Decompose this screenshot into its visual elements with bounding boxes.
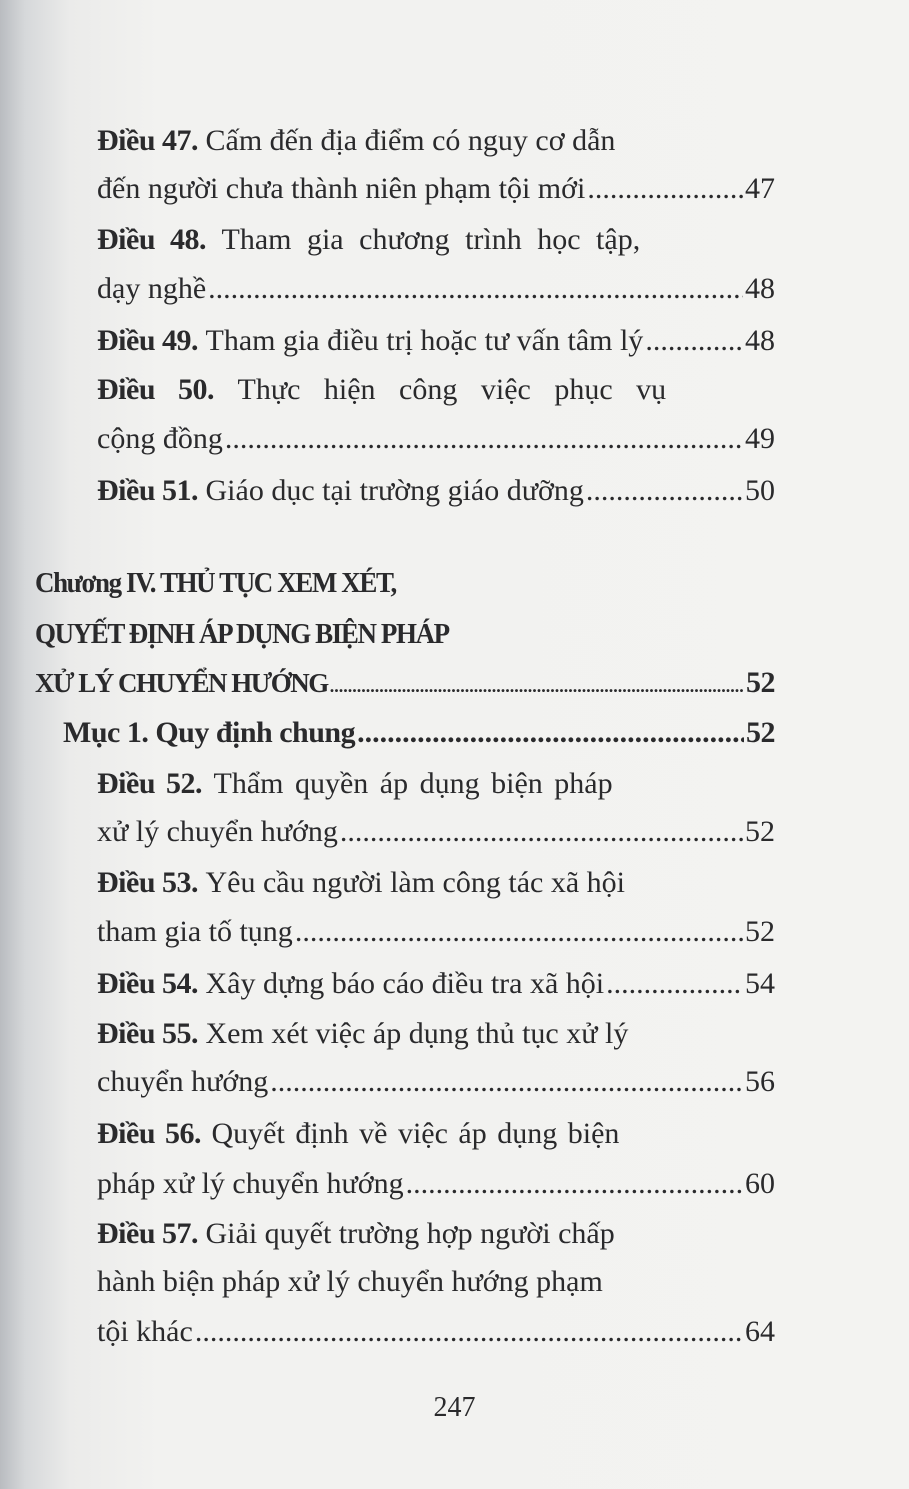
leader-dots <box>587 169 743 209</box>
toc-entry-line <box>97 169 775 209</box>
chapter-title: QUYẾT ĐỊNH ÁP DỤNG BIỆN PHÁP <box>35 618 449 650</box>
entry-title: xử lý chuyển hướng <box>97 815 338 848</box>
entry-title: Thực hiện công việc phục vụ <box>237 373 667 406</box>
leader-dots <box>357 713 744 753</box>
leader-dots <box>586 471 743 511</box>
entry-title: Yêu cầu người làm công tác xã hội <box>205 866 625 899</box>
page-ref: 52 <box>745 915 775 948</box>
toc-entry-line <box>35 614 775 654</box>
page-ref: 48 <box>745 272 775 305</box>
toc-entry-dieu-53 <box>97 863 775 903</box>
leader-dots <box>330 666 744 706</box>
entry-title: Cấm đến địa điểm có nguy cơ dẫn <box>205 124 616 157</box>
entry-label: Điều 54. <box>97 967 198 1000</box>
section-label: Mục 1. <box>63 716 149 749</box>
entry-title: đến người chưa thành niên phạm tội mới <box>97 172 586 205</box>
page-ref: 52 <box>746 666 775 699</box>
toc-entry-line <box>97 1164 775 1204</box>
entry-title: tội khác <box>97 1315 193 1348</box>
toc-entry-line <box>35 663 775 703</box>
toc-section-1 <box>63 713 775 753</box>
entry-title: hành biện pháp xử lý chuyển hướng phạm <box>97 1265 603 1298</box>
page-ref: 50 <box>745 474 775 507</box>
entry-label: Điều 55. <box>97 1017 198 1050</box>
chapter-label: Chương IV. <box>35 567 156 599</box>
page-number: 247 <box>433 1392 476 1423</box>
page-ref: 56 <box>745 1065 775 1098</box>
leader-dots <box>208 269 743 309</box>
toc-entry-dieu-57 <box>97 1214 775 1254</box>
toc-entry-line <box>97 1262 775 1302</box>
chapter-title: THỦ TỤC XEM XÉT, <box>159 567 396 599</box>
entry-title: Quyết định về việc áp dụng biện <box>211 1117 620 1150</box>
toc-entry-dieu-54 <box>97 964 775 1004</box>
entry-label: Điều 56. <box>97 1117 201 1150</box>
leader-dots <box>225 419 743 459</box>
entry-label: Điều 47. <box>97 124 198 157</box>
leader-dots <box>270 1062 743 1102</box>
toc-entry-line <box>97 1062 775 1102</box>
leader-dots <box>340 812 743 852</box>
page-ref: 54 <box>745 967 775 1000</box>
leader-dots <box>295 912 743 952</box>
toc-entry-dieu-56 <box>97 1114 775 1154</box>
entry-label: Điều 53. <box>97 866 198 899</box>
page-ref: 47 <box>745 172 775 205</box>
entry-title: pháp xử lý chuyển hướng <box>97 1167 404 1200</box>
toc-entry-dieu-49 <box>97 321 775 361</box>
toc-entry-line <box>97 269 775 309</box>
entry-title: tham gia tố tụng <box>97 915 293 948</box>
entry-title: chuyển hướng <box>97 1065 269 1098</box>
toc-entry-dieu-47 <box>97 121 775 161</box>
entry-title: Giáo dục tại trường giáo dưỡng <box>205 474 584 507</box>
toc-entry-dieu-48 <box>97 220 775 260</box>
page-ref: 64 <box>745 1315 775 1348</box>
entry-title: Xây dựng báo cáo điều tra xã hội <box>205 967 605 1000</box>
toc-entry-line <box>97 812 775 852</box>
toc-entry-dieu-51 <box>97 471 775 511</box>
page-ref: 52 <box>745 815 775 848</box>
toc-entry-dieu-55 <box>97 1014 775 1054</box>
entry-title: Giải quyết trường hợp người chấp <box>205 1217 615 1250</box>
chapter-title: XỬ LÝ CHUYỂN HƯỚNG <box>35 668 328 698</box>
page-ref: 52 <box>746 716 775 749</box>
leader-dots <box>406 1164 743 1204</box>
entry-label: Điều 50. <box>97 373 214 406</box>
page-ref: 48 <box>745 324 775 357</box>
entry-title: Xem xét việc áp dụng thủ tục xử lý <box>205 1017 629 1050</box>
entry-title: Thẩm quyền áp dụng biện pháp <box>213 767 613 800</box>
page-ref: 49 <box>745 422 775 455</box>
toc-entry-dieu-50 <box>97 370 775 410</box>
entry-label: Điều 48. <box>97 223 206 256</box>
entry-label: Điều 57. <box>97 1217 198 1250</box>
section-title: Quy định chung <box>155 716 356 749</box>
page-ref: 60 <box>745 1167 775 1200</box>
entry-title: dạy nghề <box>97 272 207 305</box>
entry-title: Tham gia chương trình học tập, <box>221 223 641 256</box>
toc-entry-line <box>97 419 775 459</box>
toc-chapter-4 <box>35 563 775 603</box>
entry-label: Điều 49. <box>97 324 198 357</box>
entry-label: Điều 51. <box>97 474 198 507</box>
entry-title: Tham gia điều trị hoặc tư vấn tâm lý <box>205 324 644 357</box>
toc-entry-dieu-52 <box>97 764 775 804</box>
leader-dots <box>645 321 743 361</box>
toc-entry-line <box>97 1312 775 1352</box>
entry-title: cộng đồng <box>97 422 223 455</box>
toc-entry-line <box>97 912 775 952</box>
leader-dots <box>195 1312 743 1352</box>
entry-label: Điều 52. <box>97 767 202 800</box>
leader-dots <box>606 964 743 1004</box>
